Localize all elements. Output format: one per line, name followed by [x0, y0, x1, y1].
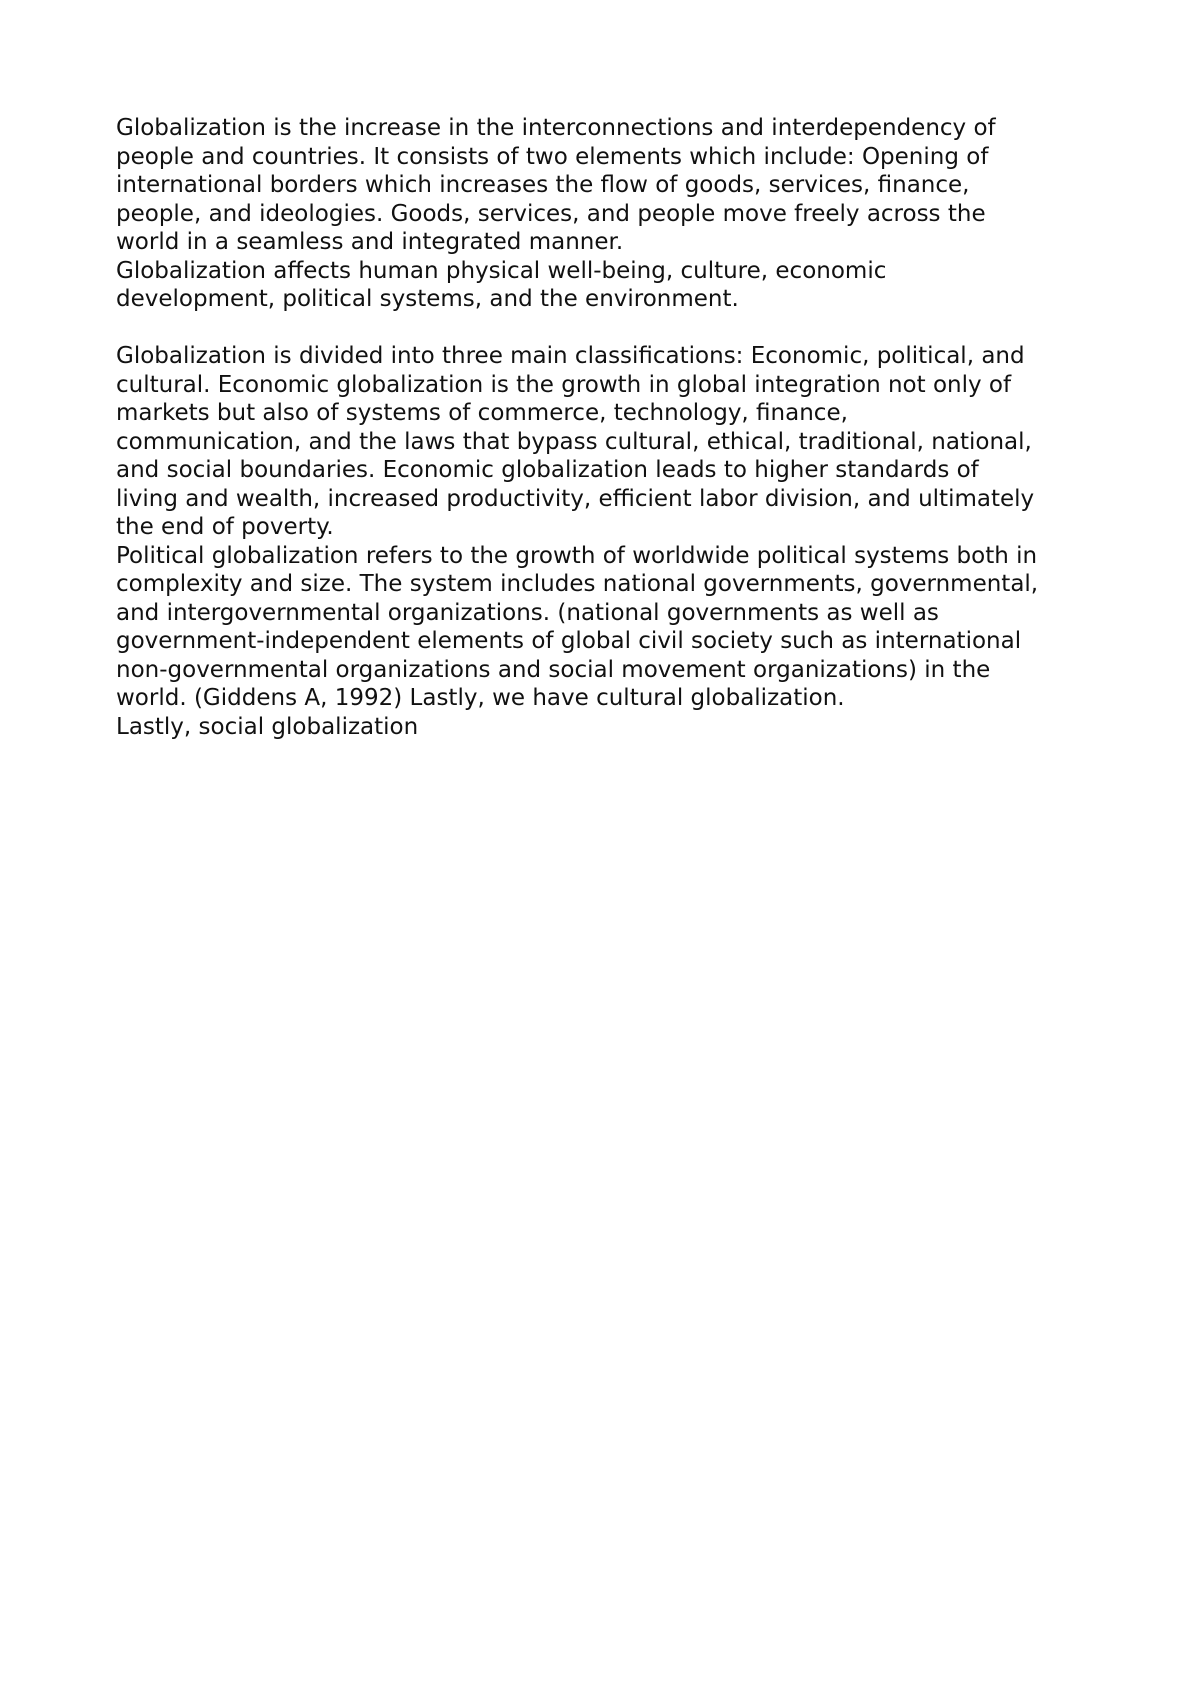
paragraph-social	[116, 713, 1116, 742]
text-line: communication, and the laws that bypass cultural, ethical, traditional, national,	[116, 428, 1032, 455]
text-line: and social boundaries. Economic globalization leads to higher standards of	[116, 457, 979, 483]
text-line: Lastly, social globalization	[116, 713, 419, 740]
text-line: world in a seamless and integrated manner.	[116, 229, 624, 255]
text-line: Globalization is the increase in the interconnections and interdependency of	[116, 115, 996, 141]
text-line: people and countries. It consists of two elements which include: Opening of	[116, 143, 989, 170]
text-line: and intergovernmental organizations. (national governments as well as	[116, 599, 939, 626]
text-line: Political globalization refers to the growth of worldwide political systems both in	[116, 542, 1038, 569]
text-line: government-independent elements of global civil society such as international	[116, 628, 1022, 654]
text-line: non-governmental organizations and social movement organizations) in the	[116, 656, 991, 683]
paragraph-classifications	[116, 342, 1116, 542]
text-line: Globalization affects human physical well-being, culture, economic	[116, 257, 887, 284]
paragraph-definition	[116, 114, 1116, 257]
blank-line	[116, 314, 1116, 343]
text-line: living and wealth, increased productivity, efficient labor division, and ultimately	[116, 485, 1035, 512]
text-line: world. (Giddens A, 1992) Lastly, we have cultural globalization.	[116, 685, 845, 711]
text-line: development, political systems, and the environment.	[116, 286, 739, 312]
text-line: people, and ideologies. Goods, services, and people move freely across the	[116, 200, 986, 227]
text-line: complexity and size. The system includes national governments, governmental,	[116, 571, 1039, 597]
text-line: international borders which increases the flow of goods, services, finance,	[116, 172, 970, 198]
paragraph-effects	[116, 257, 1116, 314]
text-line: the end of poverty.	[116, 514, 334, 540]
document-body	[116, 114, 1116, 741]
paragraph-political	[116, 542, 1116, 713]
text-line: markets but also of systems of commerce, technology, finance,	[116, 400, 848, 426]
text-line: cultural. Economic globalization is the growth in global integration not only of	[116, 371, 1012, 398]
text-line: Globalization is divided into three main classifications: Economic, political, and	[116, 343, 1025, 369]
